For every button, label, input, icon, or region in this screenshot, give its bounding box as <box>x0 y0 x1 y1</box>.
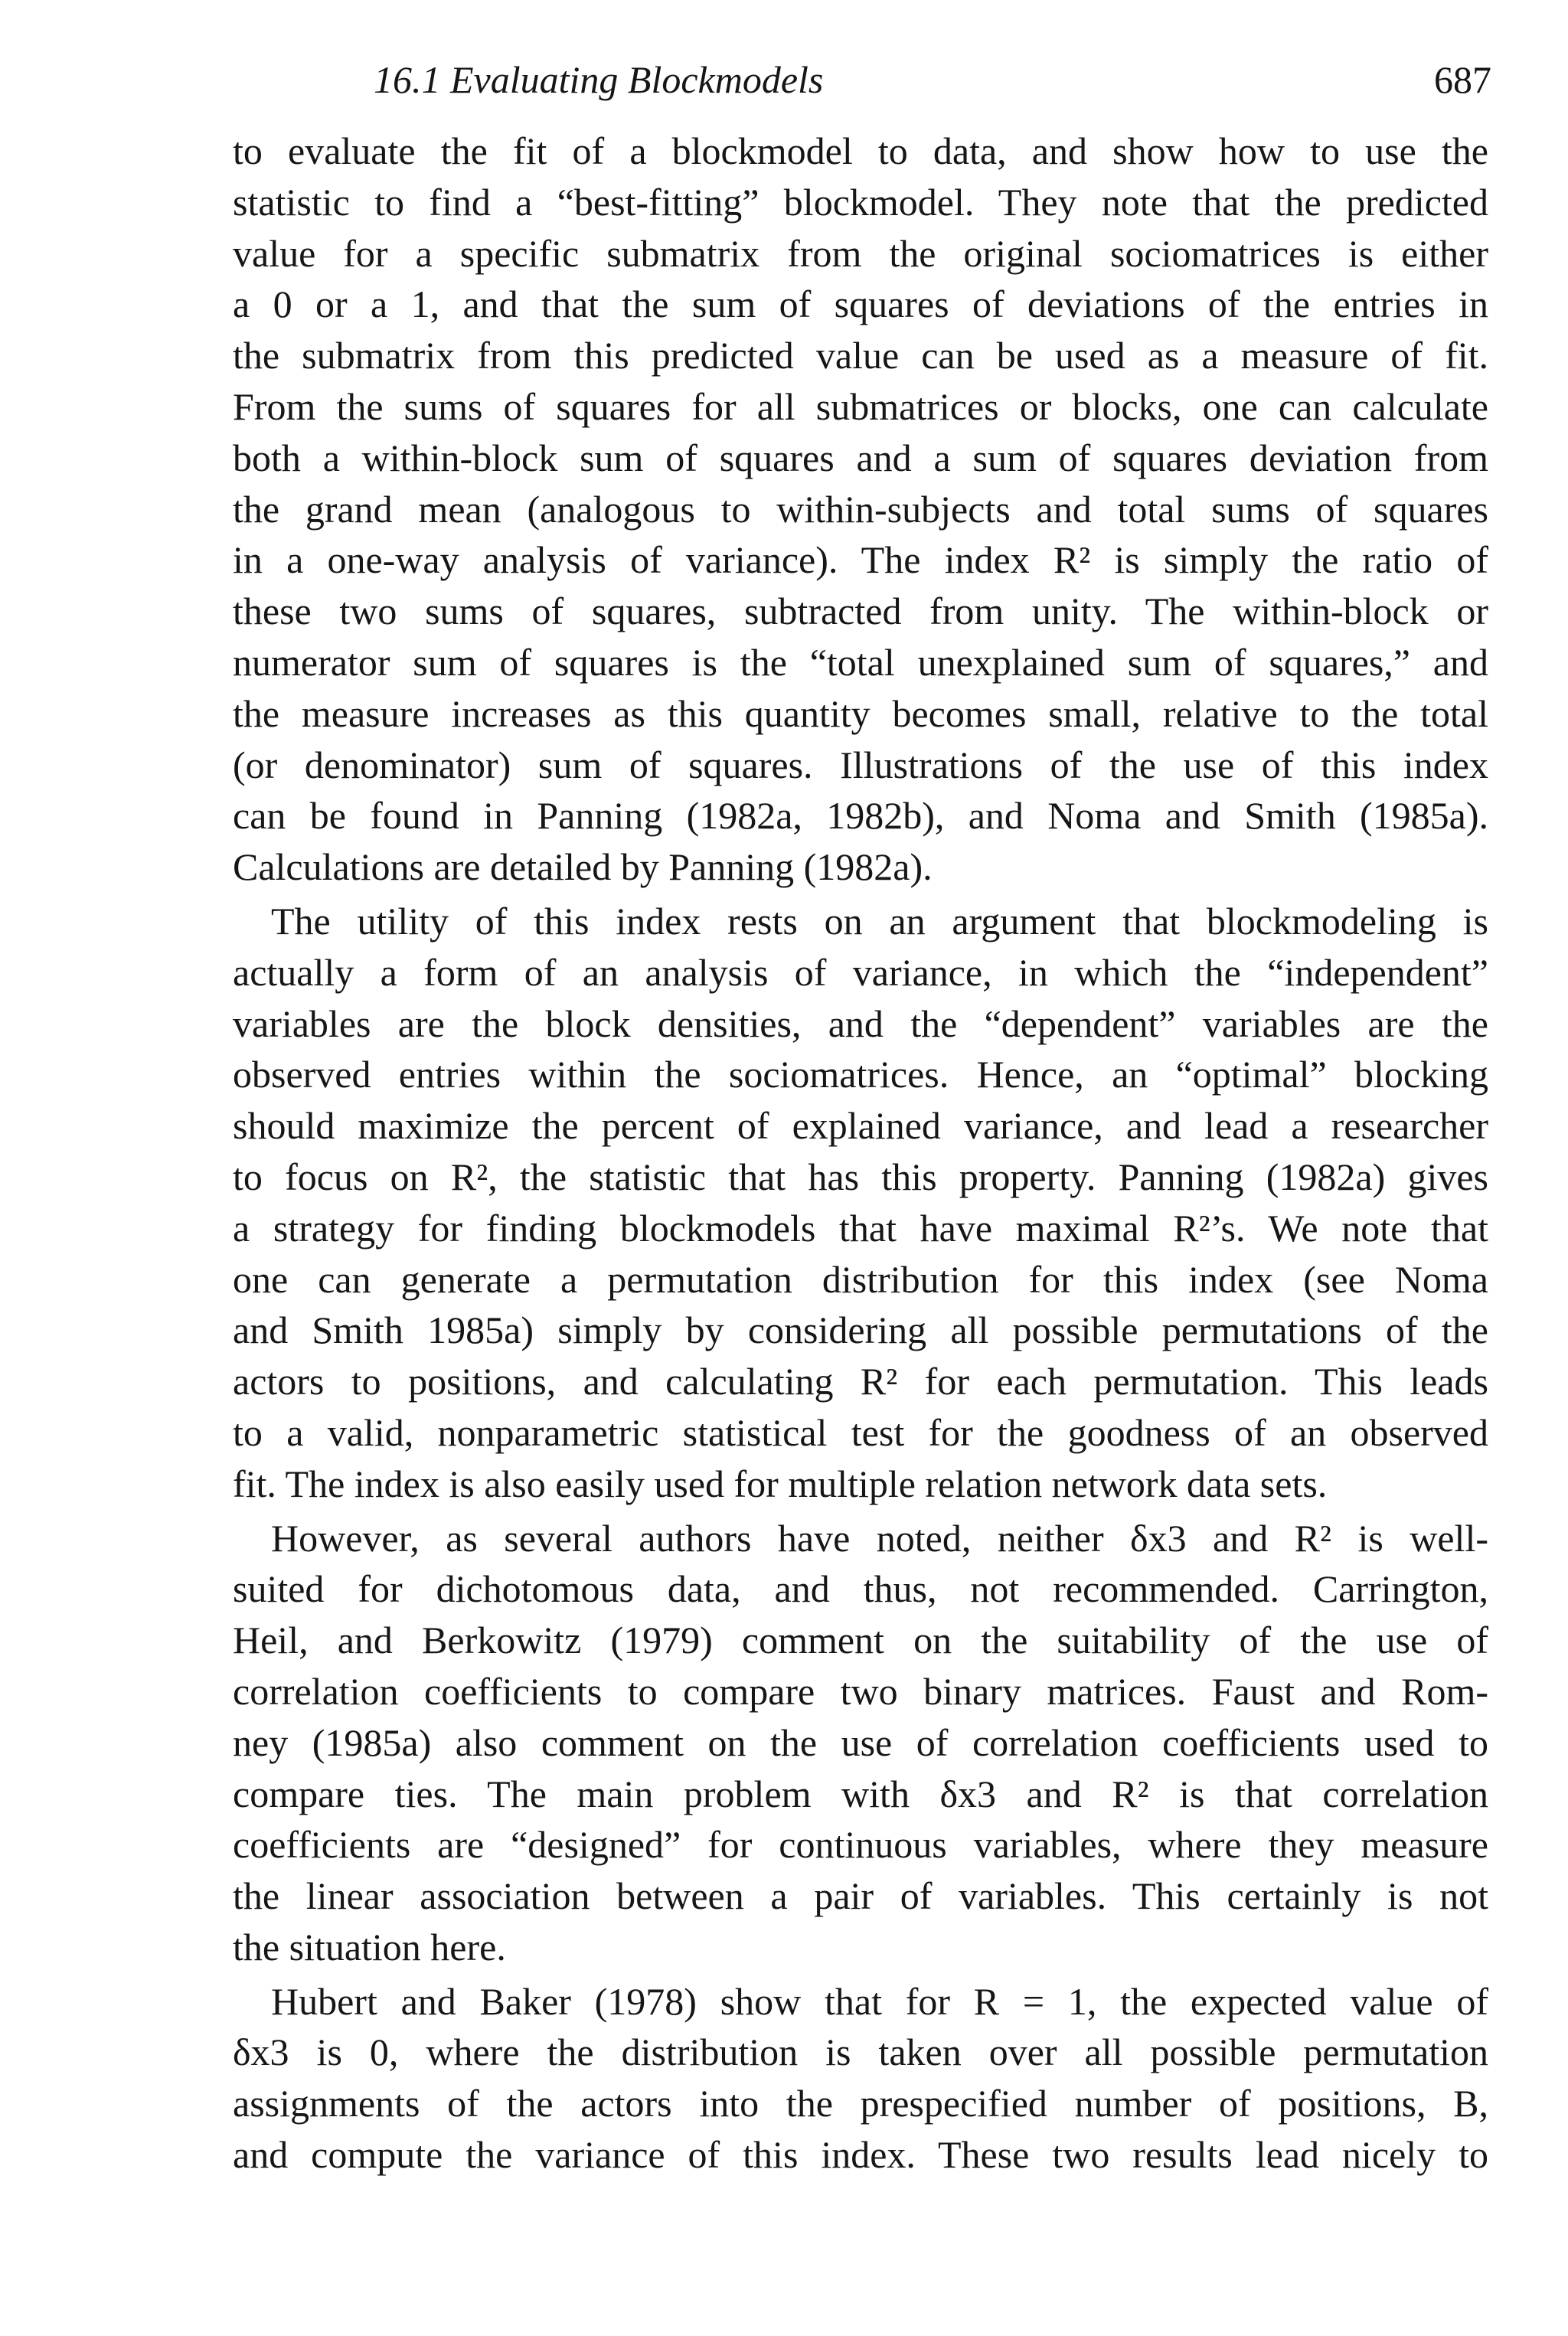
body-text <box>233 126 1488 2181</box>
text-line: in a one-way analysis of variance). The index R² is simply the ratio of <box>233 538 1488 582</box>
text-line: to evaluate the fit of a blockmodel to data, and show how to use the <box>233 129 1488 172</box>
text-line: statistic to find a “best-fitting” blockmodel. They note that the predicted <box>233 180 1488 224</box>
text-line: actually a form of an analysis of variance, in which the “independent” <box>233 950 1488 994</box>
text-line: these two sums of squares, subtracted from unity. The within-block or <box>233 590 1488 633</box>
text-line: the measure increases as this quantity becomes small, relative to the total <box>233 691 1488 735</box>
text-line: assignments of the actors into the prespecified number of positions, B, <box>233 2082 1488 2125</box>
text-line: should maximize the percent of explained variance, and lead a researcher <box>233 1104 1488 1148</box>
text-line: From the sums of squares for all submatrices or blocks, one can calculate <box>233 384 1488 428</box>
text-line: The utility of this index rests on an argument that blockmodeling is <box>271 899 1488 943</box>
text-line: can be found in Panning (1982a, 1982b), and Noma and Smith (1985a). <box>233 794 1488 838</box>
text-line: variables are the block densities, and the “dependent” variables are the <box>233 1001 1488 1045</box>
paragraph <box>233 896 1488 1510</box>
text-line: suited for dichotomous data, and thus, not recommended. Carrington, <box>233 1567 1488 1611</box>
text-line: the situation here. <box>233 1925 506 1968</box>
text-line: a strategy for finding blockmodels that have maximal R²’s. We note that <box>233 1206 1488 1250</box>
text-line: compare ties. The main problem with δx3 and R² is that correlation <box>233 1772 1488 1815</box>
text-line: (or denominator) sum of squares. Illustrations of the use of this index <box>233 743 1488 786</box>
text-line: both a within-block sum of squares and a sum of squares deviation from <box>233 436 1488 479</box>
text-line: observed entries within the sociomatrices. Hence, an “optimal” blocking <box>233 1053 1488 1096</box>
running-title: 16.1 Evaluating Blockmodels <box>374 58 824 101</box>
text-line: However, as several authors have noted, neither δx3 and R² is well- <box>271 1516 1488 1560</box>
page-header <box>374 49 1491 110</box>
text-line: the submatrix from this predicted value can be used as a measure of fit. <box>233 334 1488 377</box>
page-number: 687 <box>1434 58 1491 101</box>
text-line: and Smith 1985a) simply by considering all possible permutations of the <box>233 1308 1488 1352</box>
text-line: numerator sum of squares is the “total unexplained sum of squares,” and <box>233 640 1488 684</box>
text-line: Heil, and Berkowitz (1979) comment on the suitability of the use of <box>233 1619 1488 1662</box>
text-line: fit. The index is also easily used for multiple relation network data sets. <box>233 1462 1328 1505</box>
text-line: correlation coefficients to compare two binary matrices. Faust and Rom- <box>233 1669 1488 1713</box>
text-line: one can generate a permutation distribution for this index (see Noma <box>233 1257 1488 1301</box>
text-line: coefficients are “designed” for continuous variables, where they measure <box>233 1823 1488 1867</box>
text-line: the grand mean (analogous to within-subjects and total sums of squares <box>233 487 1488 531</box>
text-line: the linear association between a pair of variables. This certainly is not <box>233 1874 1488 1918</box>
text-line: Hubert and Baker (1978) show that for R = 1, the expected value of <box>271 1979 1488 2023</box>
paragraph <box>233 1513 1488 1973</box>
paragraph <box>233 1976 1488 2181</box>
text-line: actors to positions, and calculating R² for each permutation. This leads <box>233 1360 1488 1403</box>
paragraph <box>233 126 1488 893</box>
text-line: a 0 or a 1, and that the sum of squares of deviations of the entries in <box>233 283 1488 326</box>
text-line: Calculations are detailed by Panning (1982a). <box>233 845 933 889</box>
text-line: value for a specific submatrix from the original sociomatrices is either <box>233 231 1488 275</box>
text-line: ney (1985a) also comment on the use of correlation coefficients used to <box>233 1720 1488 1764</box>
text-line: to focus on R², the statistic that has this property. Panning (1982a) gives <box>233 1155 1488 1198</box>
text-line: to a valid, nonparametric statistical test for the goodness of an observed <box>233 1410 1488 1454</box>
text-line: δx3 is 0, where the distribution is taken over all possible permutation <box>233 2031 1488 2074</box>
text-line: and compute the variance of this index. These two results lead nicely to <box>233 2133 1488 2177</box>
